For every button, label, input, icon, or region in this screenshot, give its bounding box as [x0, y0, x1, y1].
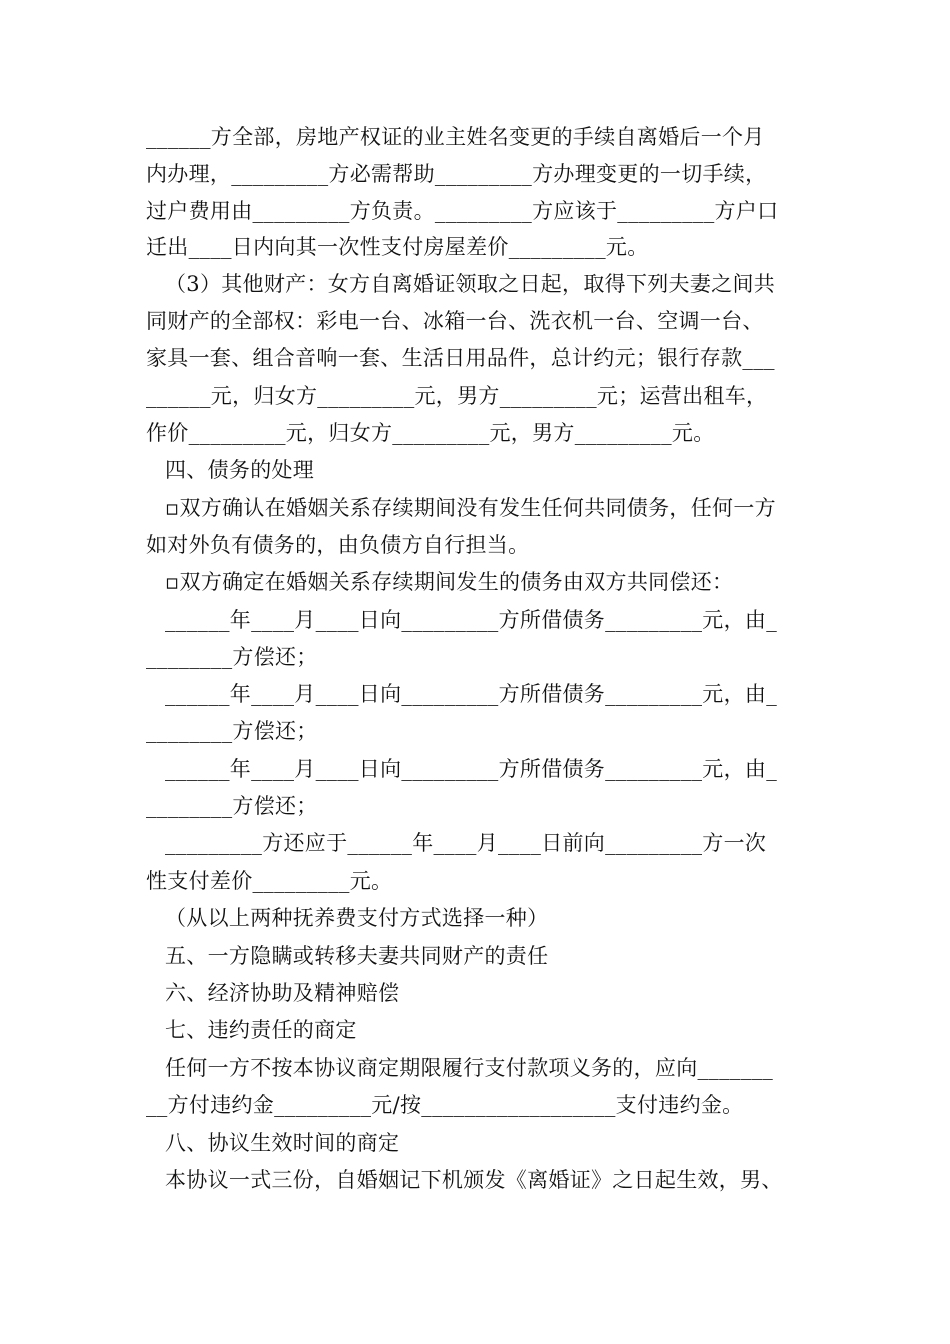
paragraph-line: 内办理，_________方必需帮助_________方办理变更的一切手续， — [146, 162, 767, 186]
paragraph-line: _________方还应于______年____月____日前向_________方一次 — [165, 831, 767, 855]
section-heading: 四、债务的处理 — [165, 458, 315, 482]
section-heading: 七、违约责任的商定 — [165, 1018, 357, 1042]
paragraph-line: 同财产的全部权：彩电一台、冰箱一台、洗衣机一台、空调一台、 — [146, 309, 764, 333]
section-heading: 五、一方隐瞒或转移夫妻共同财产的责任 — [165, 944, 549, 968]
paragraph-line: ______元，归女方_________元，男方_________元；运营出租车， — [146, 384, 768, 408]
debt-line: ______年____月____日向_________方所借债务_________元，由_ — [165, 682, 777, 706]
paragraph-line: 性支付差价_________元。 — [146, 869, 393, 893]
note-line: （从以上两种抚养费支付方式选择一种） — [165, 906, 549, 930]
paragraph-line: 如对外负有债务的，由负债方自行担当。 — [146, 533, 530, 557]
paragraph-line: ________方偿还； — [146, 794, 318, 818]
paragraph-line: ______方全部，房地产权证的业主姓名变更的手续自离婚后一个月 — [146, 125, 765, 149]
paragraph-line: 任何一方不按本协议商定期限履行支付款项义务的，应向_______ — [165, 1056, 774, 1080]
paragraph-line: （3）其他财产：女方自离婚证领取之日起，取得下列夫妻之间共 — [165, 272, 776, 296]
checkbox-line: ▫双方确认在婚姻关系存续期间没有发生任何共同债务，任何一方 — [165, 496, 776, 520]
paragraph-line: 作价_________元，归女方_________元，男方_________元。 — [146, 421, 715, 445]
section-heading: 八、协议生效时间的商定 — [165, 1131, 400, 1155]
section-heading: 六、经济协助及精神赔偿 — [165, 981, 400, 1005]
debt-line: ______年____月____日向_________方所借债务_________元，由_ — [165, 757, 777, 781]
paragraph-line: 过户费用由_________方负责。_________方应该于_________方户口 — [146, 199, 779, 223]
paragraph-line: __方付违约金_________元/按__________________支付违约金。 — [146, 1093, 744, 1117]
paragraph-line: ________方偿还； — [146, 645, 318, 669]
paragraph-line: 迁出____日内向其一次性支付房屋差价_________元。 — [146, 235, 649, 259]
checkbox-line: ▫双方确定在婚姻关系存续期间发生的债务由双方共同偿还： — [165, 570, 734, 594]
paragraph-line: 本协议一式三份，自婚姻记下机颁发《离婚证》之日起生效，男、 — [165, 1168, 783, 1192]
paragraph-line: 家具一套、组合音响一套、生活日用品件，总计约元；银行存款___ — [146, 346, 775, 370]
paragraph-line: ________方偿还； — [146, 719, 318, 743]
debt-line: ______年____月____日向_________方所借债务_________元，由_ — [165, 608, 777, 632]
